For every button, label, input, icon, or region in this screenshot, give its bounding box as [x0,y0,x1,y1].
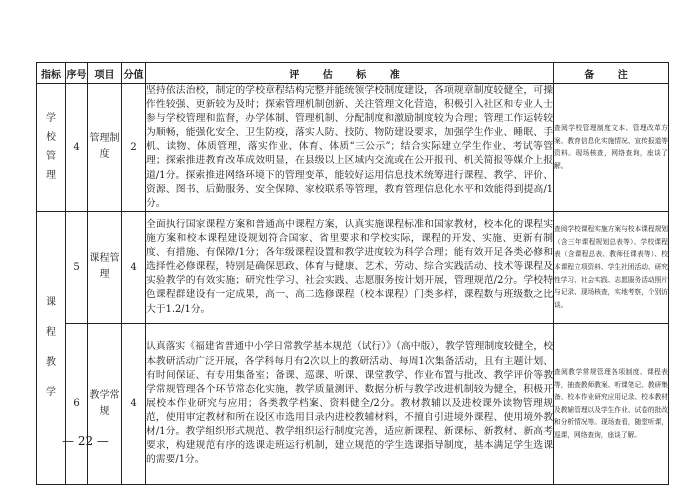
row-remark: 查阅学校管理制度文本、管理改革方案、教育信息化实施情况、宣传报道等资料。现场核查，网络查询，座谈了解。 [554,84,669,212]
table-row [37,323,669,484]
row-seq: 4 [66,84,88,212]
header-item: 项目 [88,63,122,84]
page-number: — 22 — [62,434,109,448]
table-row [37,211,669,323]
row-item: 教学常规 [88,323,122,484]
table-row [37,84,669,212]
row-remark: 查阅学校课程实施方案与校本课程规划（含三年课程规划总表等）、学校课程表（含课程总表、教师任课表等）、校本课程立项资料、学生社团活动、研究性学习、社会实践、志愿服务活动照片与记录、现场核查，实地考察，个别访谈。 [554,211,669,323]
row-score: 2 [122,84,146,212]
row-standard: 认真落实《福建省普通中小学日常教学基本规范（试行）》（高中版），教学管理制度较健全，校本教研活动广泛开展，各学科每月有2次以上的教研活动、每周1次集备活动，且有主题计划、有时间保证、有专用集备室；备课、巡课、听课、课堂教学、作业布置与批改、教学评价等教学常规管理各个环节常态化实施，教学质量测评、数据分析与教学改进机制较为健全，积极开展校本作业研究与应用；各类教学档案、资料健全/2分。教材教辅以及进校课外读物管理规范，使用审定教材和所在设区市选用目录内进校教辅材料，不擅自引进境外课程、使用境外教材/1分。教学组织形式规范、教学组织运行制度完善，适应新课程、新课标、新教材、新高考要求，构建规范有序的选课走班运行机制，建立规范的学生选课指导制度，基本满足学生选课的需要/1分。 [146,323,554,484]
group-name: 学校管理 [46,113,56,182]
row-seq: 5 [66,211,88,323]
row-standard: 全面执行国家课程方案和普通高中课程方案，认真实施课程标准和国家教材，校本化的课程实施方案和校本课程建设规划符合国家、省里要求和学校实际，课程的开发、实施、更新有制度、有措施、有保障/1分；各年级课程设置和教学进度较为科学合理；能有效开足各类必修和选择性必修课程，特别是确保思政、体育与健康、艺术、劳动、综合实践活动、技术等课程及实验教学的有效实施；研究性学习、社会实践、志愿服务按计划开展，管理规范/2分。学校特色课程群建设有一定成果，高一、高二选修课程（校本课程）门类多样，课程数与班级数之比大于1.2/1分。 [146,211,554,323]
group-label-school-management [37,84,66,212]
header-row [37,63,669,84]
group-name: 课程教学 [46,296,56,398]
row-item: 课程管理 [88,211,122,323]
row-score: 4 [122,211,146,323]
row-score: 4 [122,323,146,484]
header-indicator: 指标 [37,63,66,84]
row-item: 管理制度 [88,84,122,212]
row-standard: 坚持依法治校，制定的学校章程结构完整并能统领学校制度建设，各项规章制度较健全，可操作性较强、更新较为及时；探索管理机制创新、关注管理文化营造，积极引入社区和专业人士参与学校管理和监督，办学体制、管理机制、分配制度和激励制度较为合理；管理工作运转较为顺畅，能强化安全、卫生防疫，落实人防、技防、物防建设要求，加强学生作业、睡眠、手机、读物、体质管理，落实作业、体育、体质“三公示”；结合实际建立学生作业、考试等管理；探索推进教育改革成效明显，在县级以上区域内交流或在公开报刊、机关简报等媒介上报道/1分。探索推进网络环境下的管理变革，能较好运用信息技术统筹进行课程、教学、评价、资源、图书、后勤服务、安全保障、家校联系等管理，教育管理信息化水平和效能得到提高/1分。 [146,84,554,212]
header-seq: 序号 [66,63,88,84]
header-score: 分值 [122,63,146,84]
header-standard: 评 估 标 准 [146,63,554,84]
row-remark: 查阅教学常规管理各项制度、课程表等，抽查教师教案、听课笔记、教研集备、校本作业研究应用记录、校本教材及教辅管理以及学生作业、试卷的批改和分析情况等。现场查看，随堂听课，巡课，网络查询，座谈了解。 [554,323,669,484]
evaluation-table [36,62,669,485]
row-seq: 6 [66,323,88,484]
header-remark: 备 注 [554,63,669,84]
